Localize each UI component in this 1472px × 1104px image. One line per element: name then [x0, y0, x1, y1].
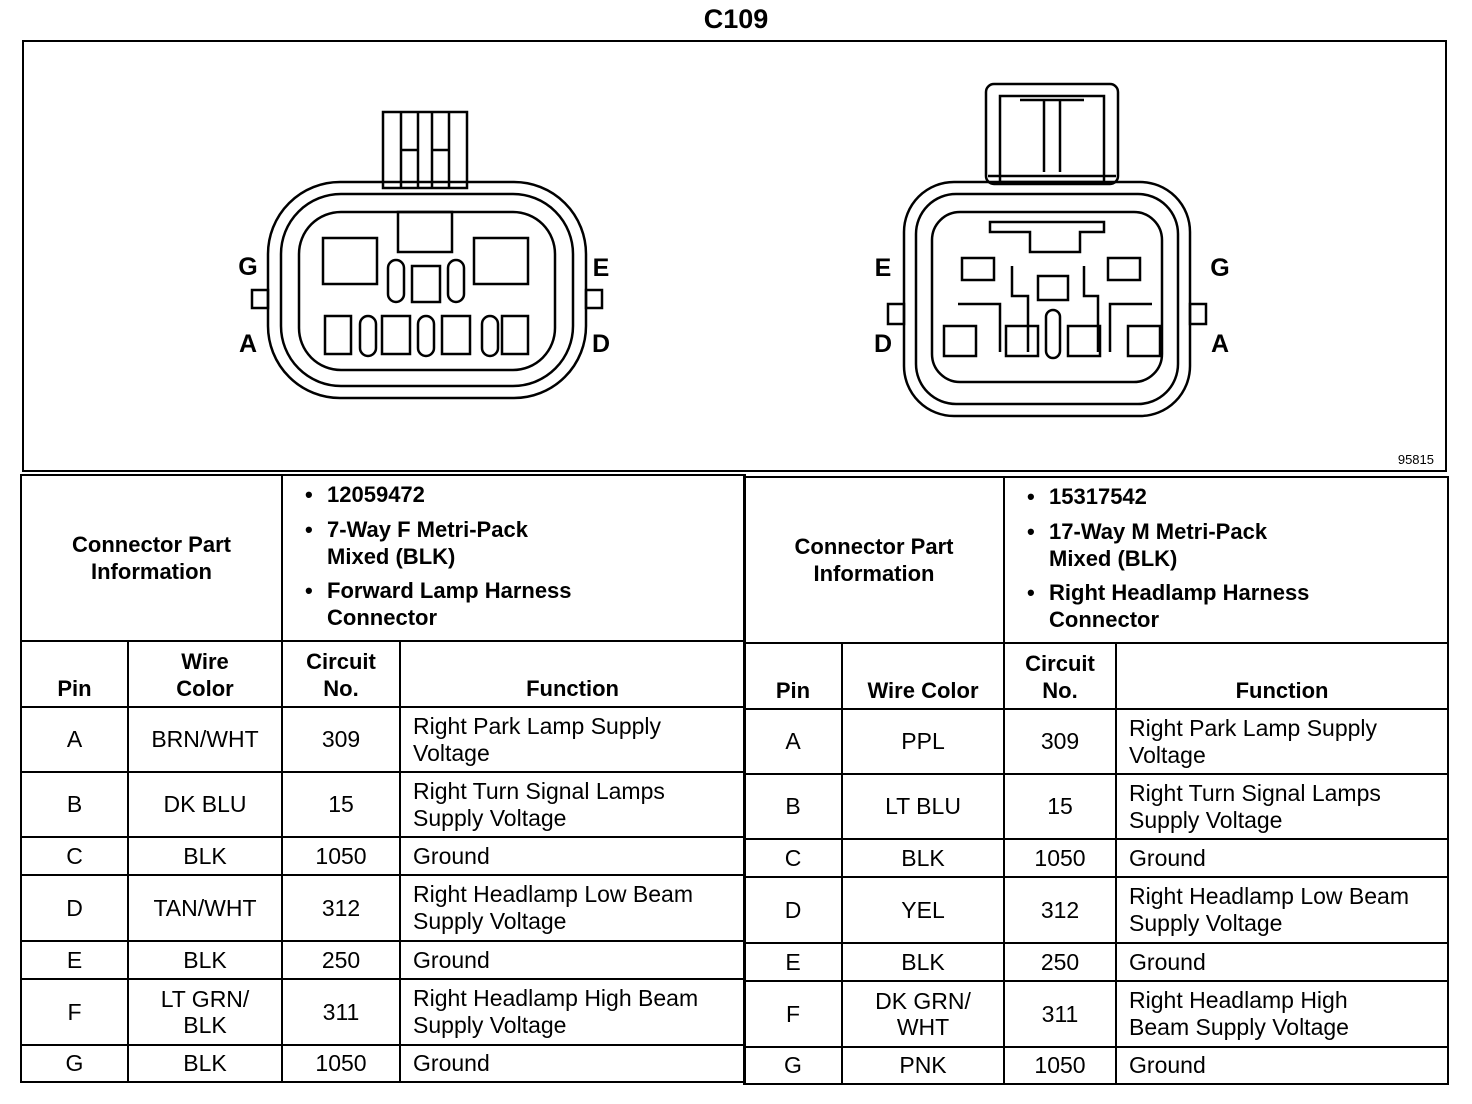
circuit-cell: 309 — [1004, 709, 1116, 774]
wire-color-cell: BLK — [842, 943, 1004, 981]
pin-cell: D — [21, 875, 128, 941]
circuit-cell: 312 — [282, 875, 400, 941]
left-pin-label-a: A — [238, 330, 258, 358]
connector-part-info-list — [1004, 477, 1448, 643]
function-cell: Right Park Lamp Supply Voltage — [1116, 709, 1448, 774]
function-cell: Right Headlamp Low Beam Supply Voltage — [1116, 877, 1448, 943]
function-cell: Right Turn Signal Lamps Supply Voltage — [400, 772, 745, 837]
figure-reference-number: 95815 — [1397, 452, 1434, 467]
function-cell: Ground — [400, 837, 745, 875]
circuit-cell: 1050 — [1004, 839, 1116, 877]
function-cell: Ground — [1116, 1047, 1448, 1084]
wire-color-cell: LT BLU — [842, 774, 1004, 839]
left-pin-label-g: G — [238, 253, 258, 281]
table-row — [744, 839, 1448, 877]
function-cell: Right Turn Signal Lamps Supply Voltage — [1116, 774, 1448, 839]
wire-color-cell: BLK — [128, 1045, 282, 1082]
wire-color-cell: TAN/WHT — [128, 875, 282, 941]
left-pin-label-e: E — [592, 254, 610, 282]
pin-cell: F — [744, 981, 842, 1047]
circuit-cell: 250 — [282, 941, 400, 979]
right-pin-label-g: G — [1210, 254, 1230, 282]
right-connector-table — [743, 476, 1449, 1085]
left-pin-label-d: D — [591, 330, 611, 358]
pin-cell: E — [21, 941, 128, 979]
header-wire-color: Wire Color — [842, 643, 1004, 709]
pin-cell: B — [21, 772, 128, 837]
right-pin-label-d: D — [873, 330, 893, 358]
pin-cell: F — [21, 979, 128, 1045]
part-number: • 15317542 — [1049, 484, 1447, 511]
function-cell: Right Headlamp High Beam Supply Voltage — [1116, 981, 1448, 1047]
function-cell: Ground — [400, 1045, 745, 1082]
right-pin-label-a: A — [1210, 330, 1230, 358]
header-pin: Pin — [21, 641, 128, 707]
table-row — [21, 837, 745, 875]
wire-color-cell: LT GRN/ BLK — [128, 979, 282, 1045]
harness-name: • Right Headlamp Harness Connector — [1049, 580, 1447, 634]
table-row — [21, 941, 745, 979]
connector-type: • 7-Way F Metri-Pack Mixed (BLK) — [327, 517, 744, 571]
part-number: • 12059472 — [327, 482, 744, 509]
pin-cell: D — [744, 877, 842, 943]
table-row — [744, 709, 1448, 774]
wire-color-cell: YEL — [842, 877, 1004, 943]
wire-color-cell: BLK — [842, 839, 1004, 877]
table-row — [21, 875, 745, 941]
pin-cell: C — [744, 839, 842, 877]
pin-cell: A — [744, 709, 842, 774]
wire-color-cell: PNK — [842, 1047, 1004, 1084]
function-cell: Right Headlamp Low Beam Supply Voltage — [400, 875, 745, 941]
table-row — [744, 877, 1448, 943]
circuit-cell: 1050 — [282, 837, 400, 875]
header-pin: Pin — [744, 643, 842, 709]
wire-color-cell: PPL — [842, 709, 1004, 774]
connector-part-info-label: Connector Part Information — [21, 475, 282, 641]
table-row — [744, 774, 1448, 839]
wire-color-cell: BLK — [128, 837, 282, 875]
function-cell: Ground — [400, 941, 745, 979]
pin-cell: G — [21, 1045, 128, 1082]
right-pin-label-e: E — [874, 254, 892, 282]
right-connector-drawing — [888, 84, 1206, 416]
pin-cell: C — [21, 837, 128, 875]
header-function: Function — [400, 641, 745, 707]
connector-drawings — [0, 0, 1472, 480]
left-connector-table — [20, 474, 746, 1083]
circuit-cell: 312 — [1004, 877, 1116, 943]
wire-color-cell: BLK — [128, 941, 282, 979]
table-row — [744, 981, 1448, 1047]
pin-cell: G — [744, 1047, 842, 1084]
function-cell: Right Park Lamp Supply Voltage — [400, 707, 745, 772]
header-circuit-no: Circuit No. — [282, 641, 400, 707]
table-row — [21, 1045, 745, 1082]
connector-part-info-list — [282, 475, 745, 641]
circuit-cell: 311 — [1004, 981, 1116, 1047]
pin-cell: B — [744, 774, 842, 839]
circuit-cell: 309 — [282, 707, 400, 772]
pin-cell: E — [744, 943, 842, 981]
wire-color-cell: DK GRN/ WHT — [842, 981, 1004, 1047]
connector-part-info-label: Connector Part Information — [744, 477, 1004, 643]
header-wire-color: Wire Color — [128, 641, 282, 707]
circuit-cell: 1050 — [282, 1045, 400, 1082]
pin-cell: A — [21, 707, 128, 772]
function-cell: Ground — [1116, 839, 1448, 877]
diagram-title: C109 — [703, 4, 769, 34]
table-row — [744, 943, 1448, 981]
wire-color-cell: BRN/WHT — [128, 707, 282, 772]
connector-type: • 17-Way M Metri-Pack Mixed (BLK) — [1049, 519, 1447, 573]
table-row — [21, 979, 745, 1045]
function-cell: Ground — [1116, 943, 1448, 981]
table-row — [744, 1047, 1448, 1084]
table-row — [21, 772, 745, 837]
table-row — [21, 707, 745, 772]
header-circuit-no: Circuit No. — [1004, 643, 1116, 709]
circuit-cell: 15 — [282, 772, 400, 837]
function-cell: Right Headlamp High Beam Supply Voltage — [400, 979, 745, 1045]
harness-name: • Forward Lamp Harness Connector — [327, 578, 744, 632]
header-function: Function — [1116, 643, 1448, 709]
left-connector-drawing — [252, 112, 602, 398]
wire-color-cell: DK BLU — [128, 772, 282, 837]
circuit-cell: 250 — [1004, 943, 1116, 981]
circuit-cell: 1050 — [1004, 1047, 1116, 1084]
circuit-cell: 15 — [1004, 774, 1116, 839]
circuit-cell: 311 — [282, 979, 400, 1045]
